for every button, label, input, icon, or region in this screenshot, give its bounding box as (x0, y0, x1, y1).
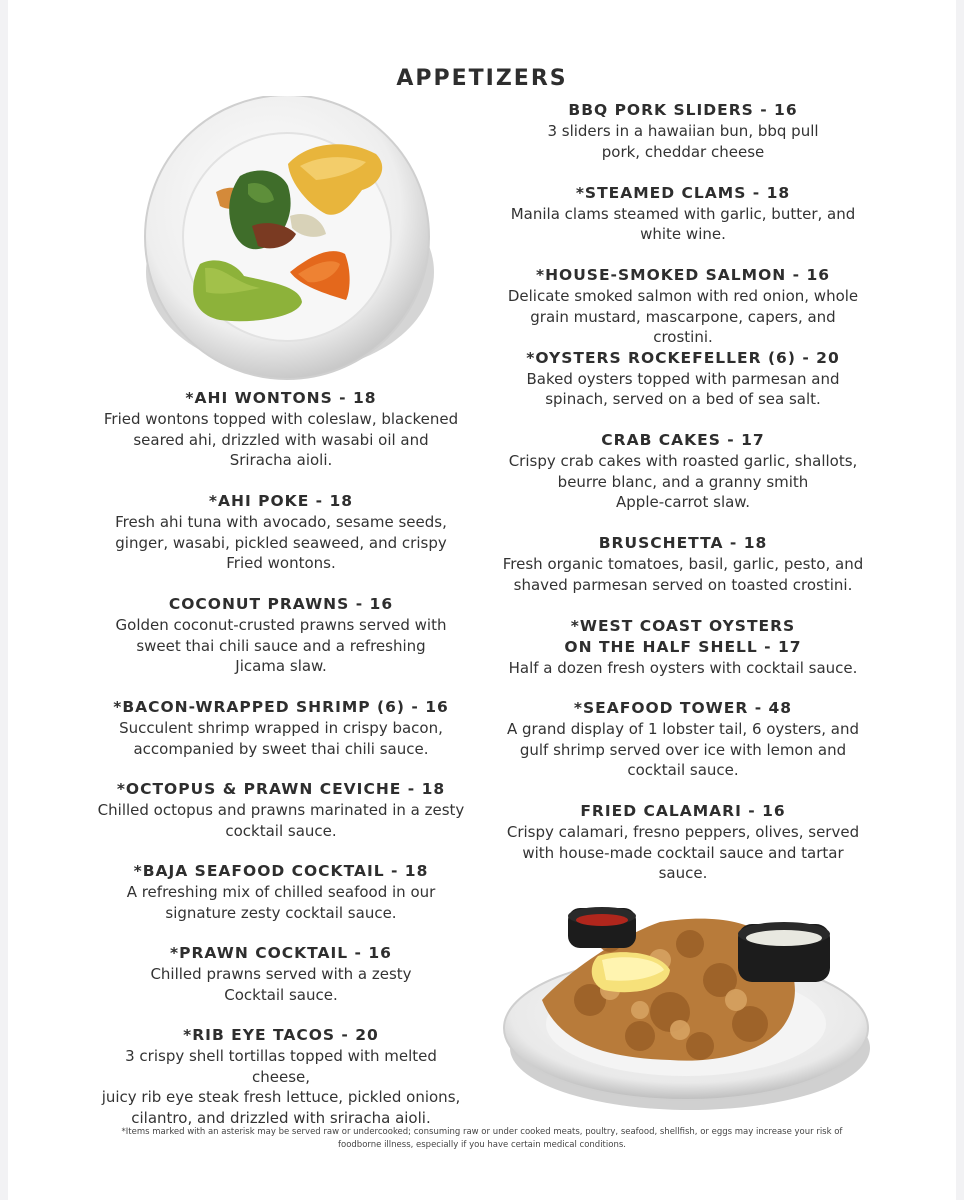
menu-item-description: A grand display of 1 lobster tail, 6 oysters, and gulf shrimp served over ice with lemon and cocktail sauce. (507, 720, 859, 779)
right-menu-column (500, 100, 866, 884)
menu-item-name: *PRAWN COCKTAIL - 16 (170, 944, 392, 962)
menu-item-name: *STEAMED CLAMS - 18 (575, 183, 791, 202)
menu-item-name: *AHI WONTONS - 18 (185, 389, 377, 407)
menu-item-name: COCONUT PRAWNS - 16 (168, 595, 394, 613)
menu-item-name: *HOUSE-SMOKED SALMON - 16 (535, 266, 831, 284)
menu-item (500, 698, 866, 801)
menu-item-description: Baked oysters topped with parmesan and spinach, served on a bed of sea salt. (526, 369, 840, 408)
menu-item-description: Half a dozen fresh oysters with cocktail sauce. (508, 658, 858, 677)
menu-item-description: Fresh organic tomatoes, basil, garlic, pesto, and shaved parmesan served on toasted crostini. (502, 555, 864, 594)
menu-item-description: Delicate smoked salmon with red onion, whole grain mustard, mascarpone, capers, and crostini. (507, 287, 859, 346)
menu-item-name: CRAB CAKES - 17 (601, 431, 765, 449)
menu-item-description: Chilled octopus and prawns marinated in a zesty cocktail sauce. (97, 801, 465, 840)
menu-item (500, 100, 866, 183)
menu-item (500, 183, 866, 266)
menu-item-description: Crispy calamari, fresno peppers, olives, served with house-made cocktail sauce and tartar sauce. (506, 823, 860, 882)
menu-item-name: BRUSCHETTA - 18 (598, 534, 768, 552)
page-title: APPETIZERS (396, 66, 568, 91)
menu-item-description: 3 sliders in a hawaiian bun, bbq pull pork, cheddar cheese (547, 122, 819, 161)
menu-item-name: *BACON-WRAPPED SHRIMP (6) - 16 (113, 698, 449, 716)
menu-item-description: Golden coconut-crusted prawns served with sweet thai chili sauce and a refreshing Jicama slaw. (115, 616, 447, 675)
menu-item (96, 491, 466, 594)
menu-item (96, 594, 466, 697)
menu-item (96, 861, 466, 943)
menu-item (500, 533, 866, 616)
menu-item-name: *OYSTERS ROCKEFELLER (6) - 20 (526, 348, 840, 367)
menu-item (500, 616, 866, 699)
allergen-footnote: *Items marked with an asterisk may be served raw or undercooked; consuming raw or under cooked meats, poultry, seafood, shellfish, or eggs may increase your risk of foodborne illness, especially if you have certain medical conditions. (121, 1127, 843, 1150)
menu-item-description: A refreshing mix of chilled seafood in our signature zesty cocktail sauce. (126, 883, 436, 922)
menu-item (500, 348, 866, 431)
menu-item-description: Fresh ahi tuna with avocado, sesame seeds, ginger, wasabi, pickled seaweed, and crispy Fried wontons. (115, 513, 447, 572)
menu-item (500, 265, 866, 348)
menu-item (96, 1025, 466, 1128)
menu-item (500, 430, 866, 533)
menu-item-name: *BAJA SEAFOOD COCKTAIL - 18 (133, 862, 429, 880)
menu-item (96, 943, 466, 1025)
menu-item (96, 697, 466, 779)
menu-item-name: FRIED CALAMARI - 16 (580, 802, 786, 820)
menu-item-description: Manila clams steamed with garlic, butter, and white wine. (510, 204, 856, 243)
menu-item-name: BBQ PORK SLIDERS - 16 (568, 101, 798, 119)
menu-item-description: Crispy crab cakes with roasted garlic, shallots, beurre blanc, and a granny smith Apple-carrot slaw. (508, 452, 858, 511)
menu-item-name: *AHI POKE - 18 (208, 492, 354, 510)
menu-item-description: Fried wontons topped with coleslaw, blackened seared ahi, drizzled with wasabi oil and Sriracha aioli. (103, 410, 459, 469)
menu-item-description: 3 crispy shell tortillas topped with melted cheese, juicy rib eye steak fresh lettuce, pickled onions, cilantro, and drizzled with sriracha aioli. (101, 1047, 461, 1127)
menu-item-description: Succulent shrimp wrapped in crispy bacon, accompanied by sweet thai chili sauce. (119, 719, 443, 758)
menu-item-name: *RIB EYE TACOS - 20 (183, 1026, 379, 1044)
menu-item-name: *OCTOPUS & PRAWN CEVICHE - 18 (116, 780, 446, 798)
menu-item-name: *WEST COAST OYSTERS ON THE HALF SHELL - 17 (564, 616, 802, 656)
menu-item-description: Chilled prawns served with a zesty Cocktail sauce. (150, 965, 412, 1004)
ahi-wontons-photo (140, 96, 450, 386)
menu-item-name: *SEAFOOD TOWER - 48 (573, 699, 793, 717)
menu-item (96, 388, 466, 491)
menu-item (500, 801, 866, 884)
menu-item (96, 779, 466, 861)
fried-calamari-photo (500, 900, 890, 1120)
left-menu-column (96, 388, 466, 1128)
